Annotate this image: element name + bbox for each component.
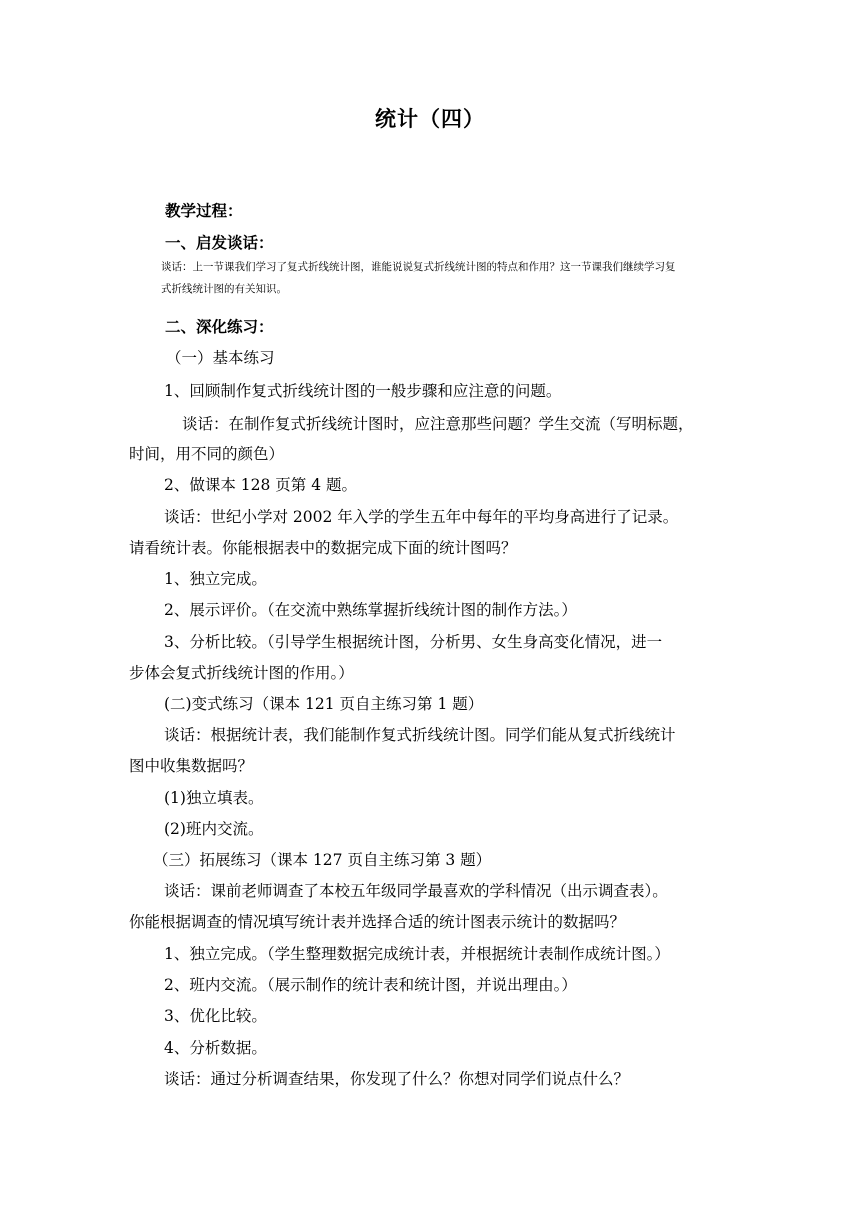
subsection-heading: （一）基本练习 — [166, 349, 275, 367]
paragraph-line: 4、分析数据。 — [164, 1039, 267, 1057]
paragraph-line: 2、做课本 128 页第 4 题。 — [164, 476, 358, 494]
paragraph-line: 时间，用不同的颜色） — [129, 445, 285, 463]
subsection-heading: (二)变式练习（课本 121 页自主练习第 1 题） — [164, 695, 484, 713]
paragraph-line: 1、独立完成。（学生整理数据完成统计表，并根据统计表制作成统计图。） — [164, 945, 670, 963]
paragraph-line: 1、回顾制作复式折线统计图的一般步骤和应注意的问题。 — [164, 382, 562, 400]
paragraph-line: 3、分析比较。（引导学生根据统计图，分析男、女生身高变化情况，进一 — [164, 633, 663, 651]
subsection-heading: （三）拓展练习（课本 127 页自主练习第 3 题） — [153, 851, 492, 869]
paragraph-line: 谈话：课前老师调查了本校五年级同学最喜欢的学科情况（出示调查表）。 — [164, 882, 668, 900]
paragraph-line: (2)班内交流。 — [164, 820, 264, 838]
page-title: 统计（四） — [375, 107, 485, 131]
paragraph-line: 谈话：世纪小学对 2002 年入学的学生五年中每年的平均身高进行了记录。 — [164, 508, 679, 526]
paragraph-line: 图中收集数据吗？ — [129, 757, 254, 775]
paragraph-line: 谈话：通过分析调查结果，你发现了什么？你想对同学们说点什么？ — [164, 1070, 630, 1088]
teaching-process-label: 教学过程： — [165, 202, 243, 220]
paragraph-line: (1)独立填表。 — [164, 789, 264, 807]
paragraph-line: 谈话：在制作复式折线统计图时，应注意那些问题？学生交流（写明标题， — [182, 415, 694, 433]
paragraph-line: 谈话：根据统计表，我们能制作复式折线统计图。同学们能从复式折线统计 — [164, 726, 676, 744]
paragraph-line: 步体会复式折线统计图的作用。） — [129, 664, 354, 682]
paragraph-line: 2、班内交流。（展示制作的统计表和统计图，并说出理由。） — [164, 976, 577, 994]
section2-heading: 二、深化练习： — [165, 318, 274, 336]
section1-text-line: 谈话：上一节课我们学习了复式折线统计图，谁能说说复式折线统计图的特点和作用？这一节课我们继续学习复 — [161, 261, 676, 273]
paragraph-line: 你能根据调查的情况填写统计表并选择合适的统计图表示统计的数据吗？ — [129, 913, 626, 931]
paragraph-line: 3、优化比较。 — [164, 1007, 267, 1025]
section1-text-line: 式折线统计图的有关知识。 — [161, 283, 287, 295]
paragraph-line: 1、独立完成。 — [164, 570, 267, 588]
section1-heading: 一、启发谈话： — [165, 234, 274, 252]
paragraph-line: 请看统计表。你能根据表中的数据完成下面的统计图吗？ — [129, 539, 517, 557]
paragraph-line: 2、展示评价。（在交流中熟练掌握折线统计图的制作方法。） — [164, 601, 577, 619]
